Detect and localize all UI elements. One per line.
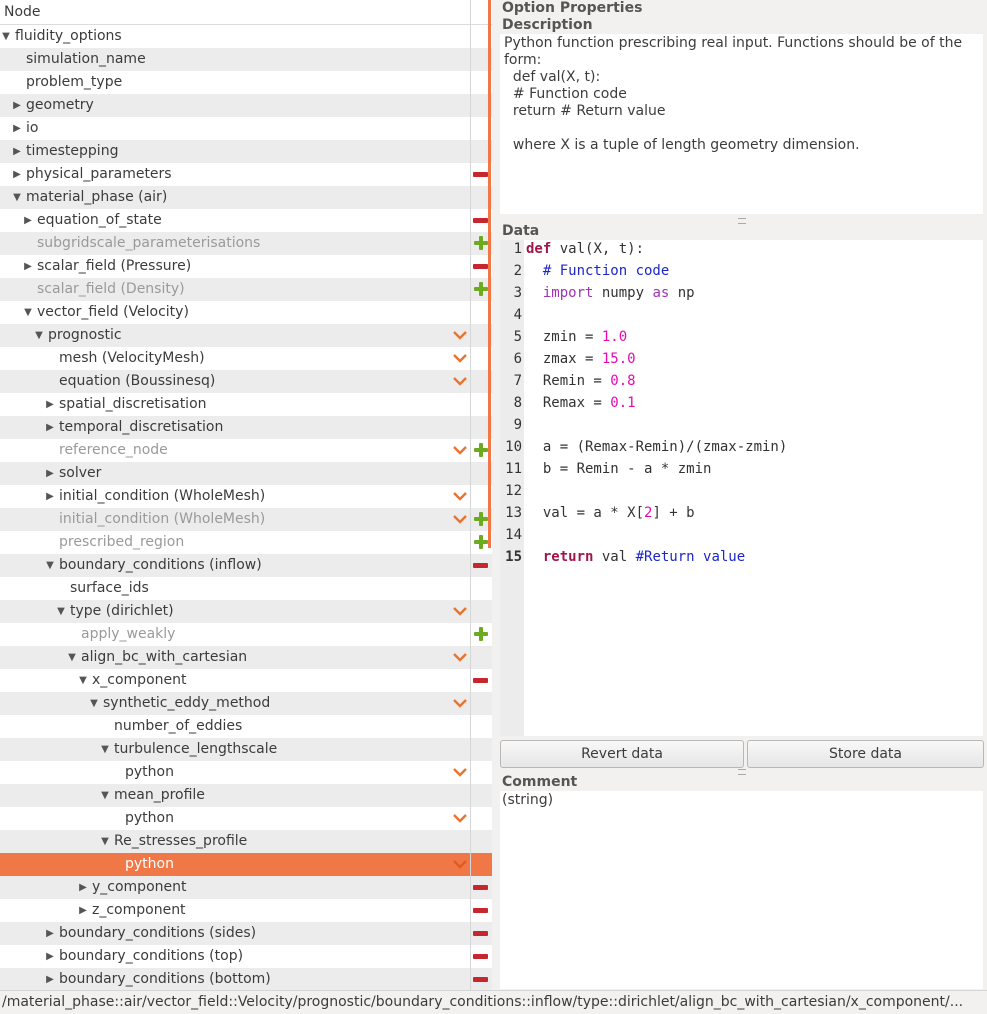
expanded-triangle-icon[interactable]: ▼: [24, 307, 32, 318]
code-line: [526, 505, 695, 521]
tree-row[interactable]: [0, 324, 492, 347]
code-token: numpy: [593, 285, 653, 301]
tree-row-label: apply_weakly: [81, 626, 176, 642]
tree-row[interactable]: [0, 669, 492, 692]
tree-row-label: python: [125, 810, 174, 826]
tree-row[interactable]: [0, 25, 492, 48]
status-bar: [0, 990, 987, 1014]
tree-row-label: problem_type: [26, 74, 123, 90]
choice-dropdown-icon[interactable]: [452, 650, 468, 664]
tree-row[interactable]: [0, 738, 492, 761]
code-line: [526, 285, 695, 301]
tree-column-header-label: Node: [4, 4, 41, 20]
collapsed-triangle-icon[interactable]: ▶: [13, 169, 21, 180]
code-token: 1.0: [601, 329, 628, 345]
description-text: [500, 34, 983, 214]
code-line: [526, 549, 745, 565]
expanded-triangle-icon[interactable]: ▼: [46, 560, 54, 571]
tree-row-label: io: [26, 120, 39, 136]
tree-row-label: temporal_discretisation: [59, 419, 224, 435]
code-token: ] + b: [652, 505, 695, 521]
tree-row[interactable]: [0, 278, 492, 301]
tree-row[interactable]: [0, 899, 492, 922]
tree-row-label: type (dirichlet): [70, 603, 174, 619]
code-line: [526, 373, 636, 389]
status-path: /material_phase::air/vector_field::Velocity/prognostic/boundary_conditions::inflow/type::dirichlet/align_bc_with_cartesian/x_component/...: [2, 994, 964, 1010]
line-number: 12: [505, 483, 522, 499]
description-line: def val(X, t):: [504, 69, 601, 85]
line-number: 15: [505, 549, 522, 565]
tree-row[interactable]: [0, 968, 492, 990]
line-number: 10: [505, 439, 522, 455]
collapsed-triangle-icon[interactable]: ▶: [24, 261, 32, 272]
tree-row[interactable]: [0, 140, 492, 163]
code-token: b = Remin - a * zmin: [526, 461, 712, 477]
line-number: 9: [513, 417, 522, 433]
tree-row[interactable]: [0, 163, 492, 186]
line-number: 13: [505, 505, 522, 521]
comment-header: Comment: [502, 774, 578, 790]
code-token: [526, 263, 543, 279]
code-token: 2: [644, 505, 653, 521]
tree-row[interactable]: [0, 232, 492, 255]
description-line: Python function prescribing real input. Functions should be of the: [504, 35, 963, 51]
choice-dropdown-icon[interactable]: [452, 512, 468, 526]
line-number: 11: [505, 461, 522, 477]
tree-row[interactable]: [0, 554, 492, 577]
tree-row[interactable]: [0, 393, 492, 416]
code-line: [526, 329, 627, 345]
expanded-triangle-icon[interactable]: ▼: [79, 675, 87, 686]
code-token: 15.0: [601, 351, 636, 367]
collapsed-triangle-icon[interactable]: ▶: [46, 422, 54, 433]
collapsed-triangle-icon[interactable]: ▶: [79, 882, 87, 893]
collapsed-triangle-icon[interactable]: ▶: [46, 974, 54, 985]
remove-option-icon[interactable]: [473, 931, 488, 936]
code-token: a = (Remax-Remin)/(zmax-zmin): [526, 439, 788, 455]
pane-splitter[interactable]: [488, 0, 491, 548]
expanded-triangle-icon[interactable]: ▼: [101, 744, 109, 755]
tree-row-label: surface_ids: [70, 580, 149, 596]
choice-dropdown-icon[interactable]: [452, 604, 468, 618]
remove-option-icon[interactable]: [473, 678, 488, 683]
expanded-triangle-icon[interactable]: ▼: [90, 698, 98, 709]
tree-row-label: initial_condition (WholeMesh): [59, 511, 266, 527]
code-line: [526, 263, 669, 279]
option-properties-panel: [496, 0, 987, 990]
tree-row-label: boundary_conditions (bottom): [59, 971, 271, 987]
store-data-button[interactable]: Store data: [747, 740, 984, 768]
tree-row-label: geometry: [26, 97, 94, 113]
tree-row[interactable]: [0, 807, 492, 830]
tree-row-label: align_bc_with_cartesian: [81, 649, 248, 665]
choice-dropdown-icon[interactable]: [452, 857, 468, 871]
tree-row[interactable]: [0, 439, 492, 462]
tree-row-label: subgridscale_parameterisations: [37, 235, 261, 251]
tree-row-label: prognostic: [48, 327, 122, 343]
line-number: 2: [513, 263, 522, 279]
code-token: Remax =: [526, 395, 611, 411]
line-number: 3: [513, 285, 522, 301]
choice-dropdown-icon[interactable]: [452, 328, 468, 342]
line-number-gutter: [500, 240, 524, 736]
code-token: Remin =: [526, 373, 611, 389]
tree-row-label: spatial_discretisation: [59, 396, 207, 412]
remove-option-icon[interactable]: [473, 264, 488, 269]
data-header: Data: [502, 223, 540, 239]
tree-row[interactable]: [0, 600, 492, 623]
tree-row-label: boundary_conditions (inflow): [59, 557, 262, 573]
code-token: val: [593, 549, 636, 565]
line-number: 14: [505, 527, 522, 543]
choice-dropdown-icon[interactable]: [452, 351, 468, 365]
tree-row[interactable]: [0, 94, 492, 117]
tree-row-label: synthetic_eddy_method: [103, 695, 271, 711]
option-properties-title: Option Properties: [502, 0, 643, 16]
tree-row-label: python: [125, 764, 174, 780]
code-token: # Function code: [542, 263, 670, 279]
tree-row-selected[interactable]: [0, 853, 492, 876]
tree-column-divider: [470, 0, 471, 990]
tree-row[interactable]: [0, 209, 492, 232]
tree-row[interactable]: [0, 922, 492, 945]
tree-row[interactable]: [0, 186, 492, 209]
code-token: val(X, t):: [551, 241, 645, 257]
tree-row[interactable]: [0, 117, 492, 140]
tree-row[interactable]: [0, 830, 492, 853]
tree-row[interactable]: [0, 945, 492, 968]
tree-row-label: equation_of_state: [37, 212, 162, 228]
tree-row-label: simulation_name: [26, 51, 146, 67]
description-resize-grip[interactable]: [738, 218, 746, 224]
code-token: val = a * X[: [526, 505, 645, 521]
collapsed-triangle-icon[interactable]: ▶: [46, 951, 54, 962]
code-token: return: [542, 549, 594, 565]
description-header: Description: [502, 17, 593, 33]
code-line: [526, 351, 636, 367]
tree-row[interactable]: [0, 71, 492, 94]
remove-option-icon[interactable]: [473, 977, 488, 982]
expanded-triangle-icon[interactable]: ▼: [13, 192, 21, 203]
add-option-icon[interactable]: [474, 535, 488, 549]
collapsed-triangle-icon[interactable]: ▶: [46, 399, 54, 410]
tree-row-label: material_phase (air): [26, 189, 168, 205]
tree-row[interactable]: [0, 692, 492, 715]
tree-row-label: mean_profile: [114, 787, 205, 803]
code-token: zmax =: [526, 351, 602, 367]
line-number: 4: [513, 307, 522, 323]
code-token: [526, 285, 543, 301]
remove-option-icon[interactable]: [473, 563, 488, 568]
tree-row-label: number_of_eddies: [114, 718, 243, 734]
description-line: form:: [504, 52, 542, 68]
remove-option-icon[interactable]: [473, 172, 488, 177]
code-line: [526, 395, 636, 411]
choice-dropdown-icon[interactable]: [452, 374, 468, 388]
option-tree: [0, 25, 492, 990]
tree-row[interactable]: [0, 370, 492, 393]
tree-row-label: python: [125, 856, 174, 872]
expanded-triangle-icon[interactable]: ▼: [68, 652, 76, 663]
add-option-icon[interactable]: [474, 443, 488, 457]
tree-row-label: x_component: [92, 672, 187, 688]
line-number: 8: [513, 395, 522, 411]
remove-option-icon[interactable]: [473, 908, 488, 913]
remove-option-icon[interactable]: [473, 218, 488, 223]
description-line: return # Return value: [504, 103, 666, 119]
collapsed-triangle-icon[interactable]: ▶: [46, 491, 54, 502]
collapsed-triangle-icon[interactable]: ▶: [79, 905, 87, 916]
tree-row-label: mesh (VelocityMesh): [59, 350, 205, 366]
tree-row-label: boundary_conditions (top): [59, 948, 244, 964]
code-editor[interactable]: [500, 240, 983, 736]
collapsed-triangle-icon[interactable]: ▶: [46, 468, 54, 479]
tree-row-label: physical_parameters: [26, 166, 172, 182]
add-option-icon[interactable]: [474, 512, 488, 526]
remove-option-icon[interactable]: [473, 954, 488, 959]
expanded-triangle-icon[interactable]: ▼: [101, 836, 109, 847]
tree-row-label: solver: [59, 465, 102, 481]
collapsed-triangle-icon[interactable]: ▶: [13, 146, 21, 157]
comment-field[interactable]: [500, 791, 983, 989]
tree-row[interactable]: [0, 508, 492, 531]
code-token: as: [652, 285, 670, 301]
tree-row-label: initial_condition (WholeMesh): [59, 488, 266, 504]
collapsed-triangle-icon[interactable]: ▶: [46, 928, 54, 939]
code-line: [526, 461, 711, 477]
add-option-icon[interactable]: [474, 236, 488, 250]
code-line: [526, 241, 644, 257]
tree-row[interactable]: [0, 623, 492, 646]
tree-row-label: z_component: [92, 902, 186, 918]
tree-row-label: vector_field (Velocity): [37, 304, 189, 320]
tree-row[interactable]: [0, 646, 492, 669]
description-line: where X is a tuple of length geometry dimension.: [504, 137, 860, 153]
option-tree-panel: [0, 0, 492, 990]
tree-row-label: boundary_conditions (sides): [59, 925, 257, 941]
code-token: 0.8: [610, 373, 636, 389]
expanded-triangle-icon[interactable]: ▼: [101, 790, 109, 801]
revert-data-button[interactable]: Revert data: [500, 740, 744, 768]
choice-dropdown-icon[interactable]: [452, 443, 468, 457]
choice-dropdown-icon[interactable]: [452, 765, 468, 779]
tree-row[interactable]: [0, 347, 492, 370]
tree-row[interactable]: [0, 462, 492, 485]
tree-row[interactable]: [0, 531, 492, 554]
line-number: 5: [513, 329, 522, 345]
tree-row[interactable]: [0, 761, 492, 784]
code-token: [526, 549, 543, 565]
tree-row[interactable]: [0, 301, 492, 324]
tree-row[interactable]: [0, 784, 492, 807]
code-token: def: [526, 241, 552, 257]
code-token: zmin =: [526, 329, 602, 345]
add-option-icon[interactable]: [474, 282, 488, 296]
collapsed-triangle-icon[interactable]: ▶: [24, 215, 32, 226]
expanded-triangle-icon[interactable]: ▼: [57, 606, 65, 617]
tree-row[interactable]: [0, 48, 492, 71]
tree-row[interactable]: [0, 416, 492, 439]
tree-row[interactable]: [0, 485, 492, 508]
code-token: 0.1: [610, 395, 636, 411]
choice-dropdown-icon[interactable]: [452, 811, 468, 825]
add-option-icon[interactable]: [474, 627, 488, 641]
tree-row-label: Re_stresses_profile: [114, 833, 248, 849]
code-line: [526, 439, 787, 455]
tree-row-label: fluidity_options: [15, 28, 122, 44]
description-line: # Function code: [504, 86, 627, 102]
line-number: 1: [513, 241, 522, 257]
tree-row-label: equation (Boussinesq): [59, 373, 216, 389]
tree-row-label: reference_node: [59, 442, 168, 458]
tree-row-label: scalar_field (Pressure): [37, 258, 192, 274]
expanded-triangle-icon[interactable]: ▼: [35, 330, 43, 341]
line-number: 7: [513, 373, 522, 389]
comment-value: (string): [502, 792, 554, 808]
tree-column-header[interactable]: [0, 0, 492, 25]
tree-row[interactable]: [0, 876, 492, 899]
tree-row[interactable]: [0, 715, 492, 738]
comment-resize-grip[interactable]: [738, 769, 746, 775]
code-token: #Return value: [635, 549, 746, 565]
code-token: import: [542, 285, 594, 301]
collapsed-triangle-icon[interactable]: ▶: [13, 123, 21, 134]
tree-row-label: prescribed_region: [59, 534, 185, 550]
choice-dropdown-icon[interactable]: [452, 696, 468, 710]
line-number: 6: [513, 351, 522, 367]
remove-option-icon[interactable]: [473, 885, 488, 890]
collapsed-triangle-icon[interactable]: ▶: [13, 100, 21, 111]
expanded-triangle-icon[interactable]: ▼: [2, 31, 10, 42]
tree-row-label: turbulence_lengthscale: [114, 741, 278, 757]
tree-row[interactable]: [0, 577, 492, 600]
tree-row[interactable]: [0, 255, 492, 278]
code-token: np: [669, 285, 695, 301]
tree-row-label: scalar_field (Density): [37, 281, 185, 297]
choice-dropdown-icon[interactable]: [452, 489, 468, 503]
tree-row-label: timestepping: [26, 143, 119, 159]
tree-row-label: y_component: [92, 879, 187, 895]
